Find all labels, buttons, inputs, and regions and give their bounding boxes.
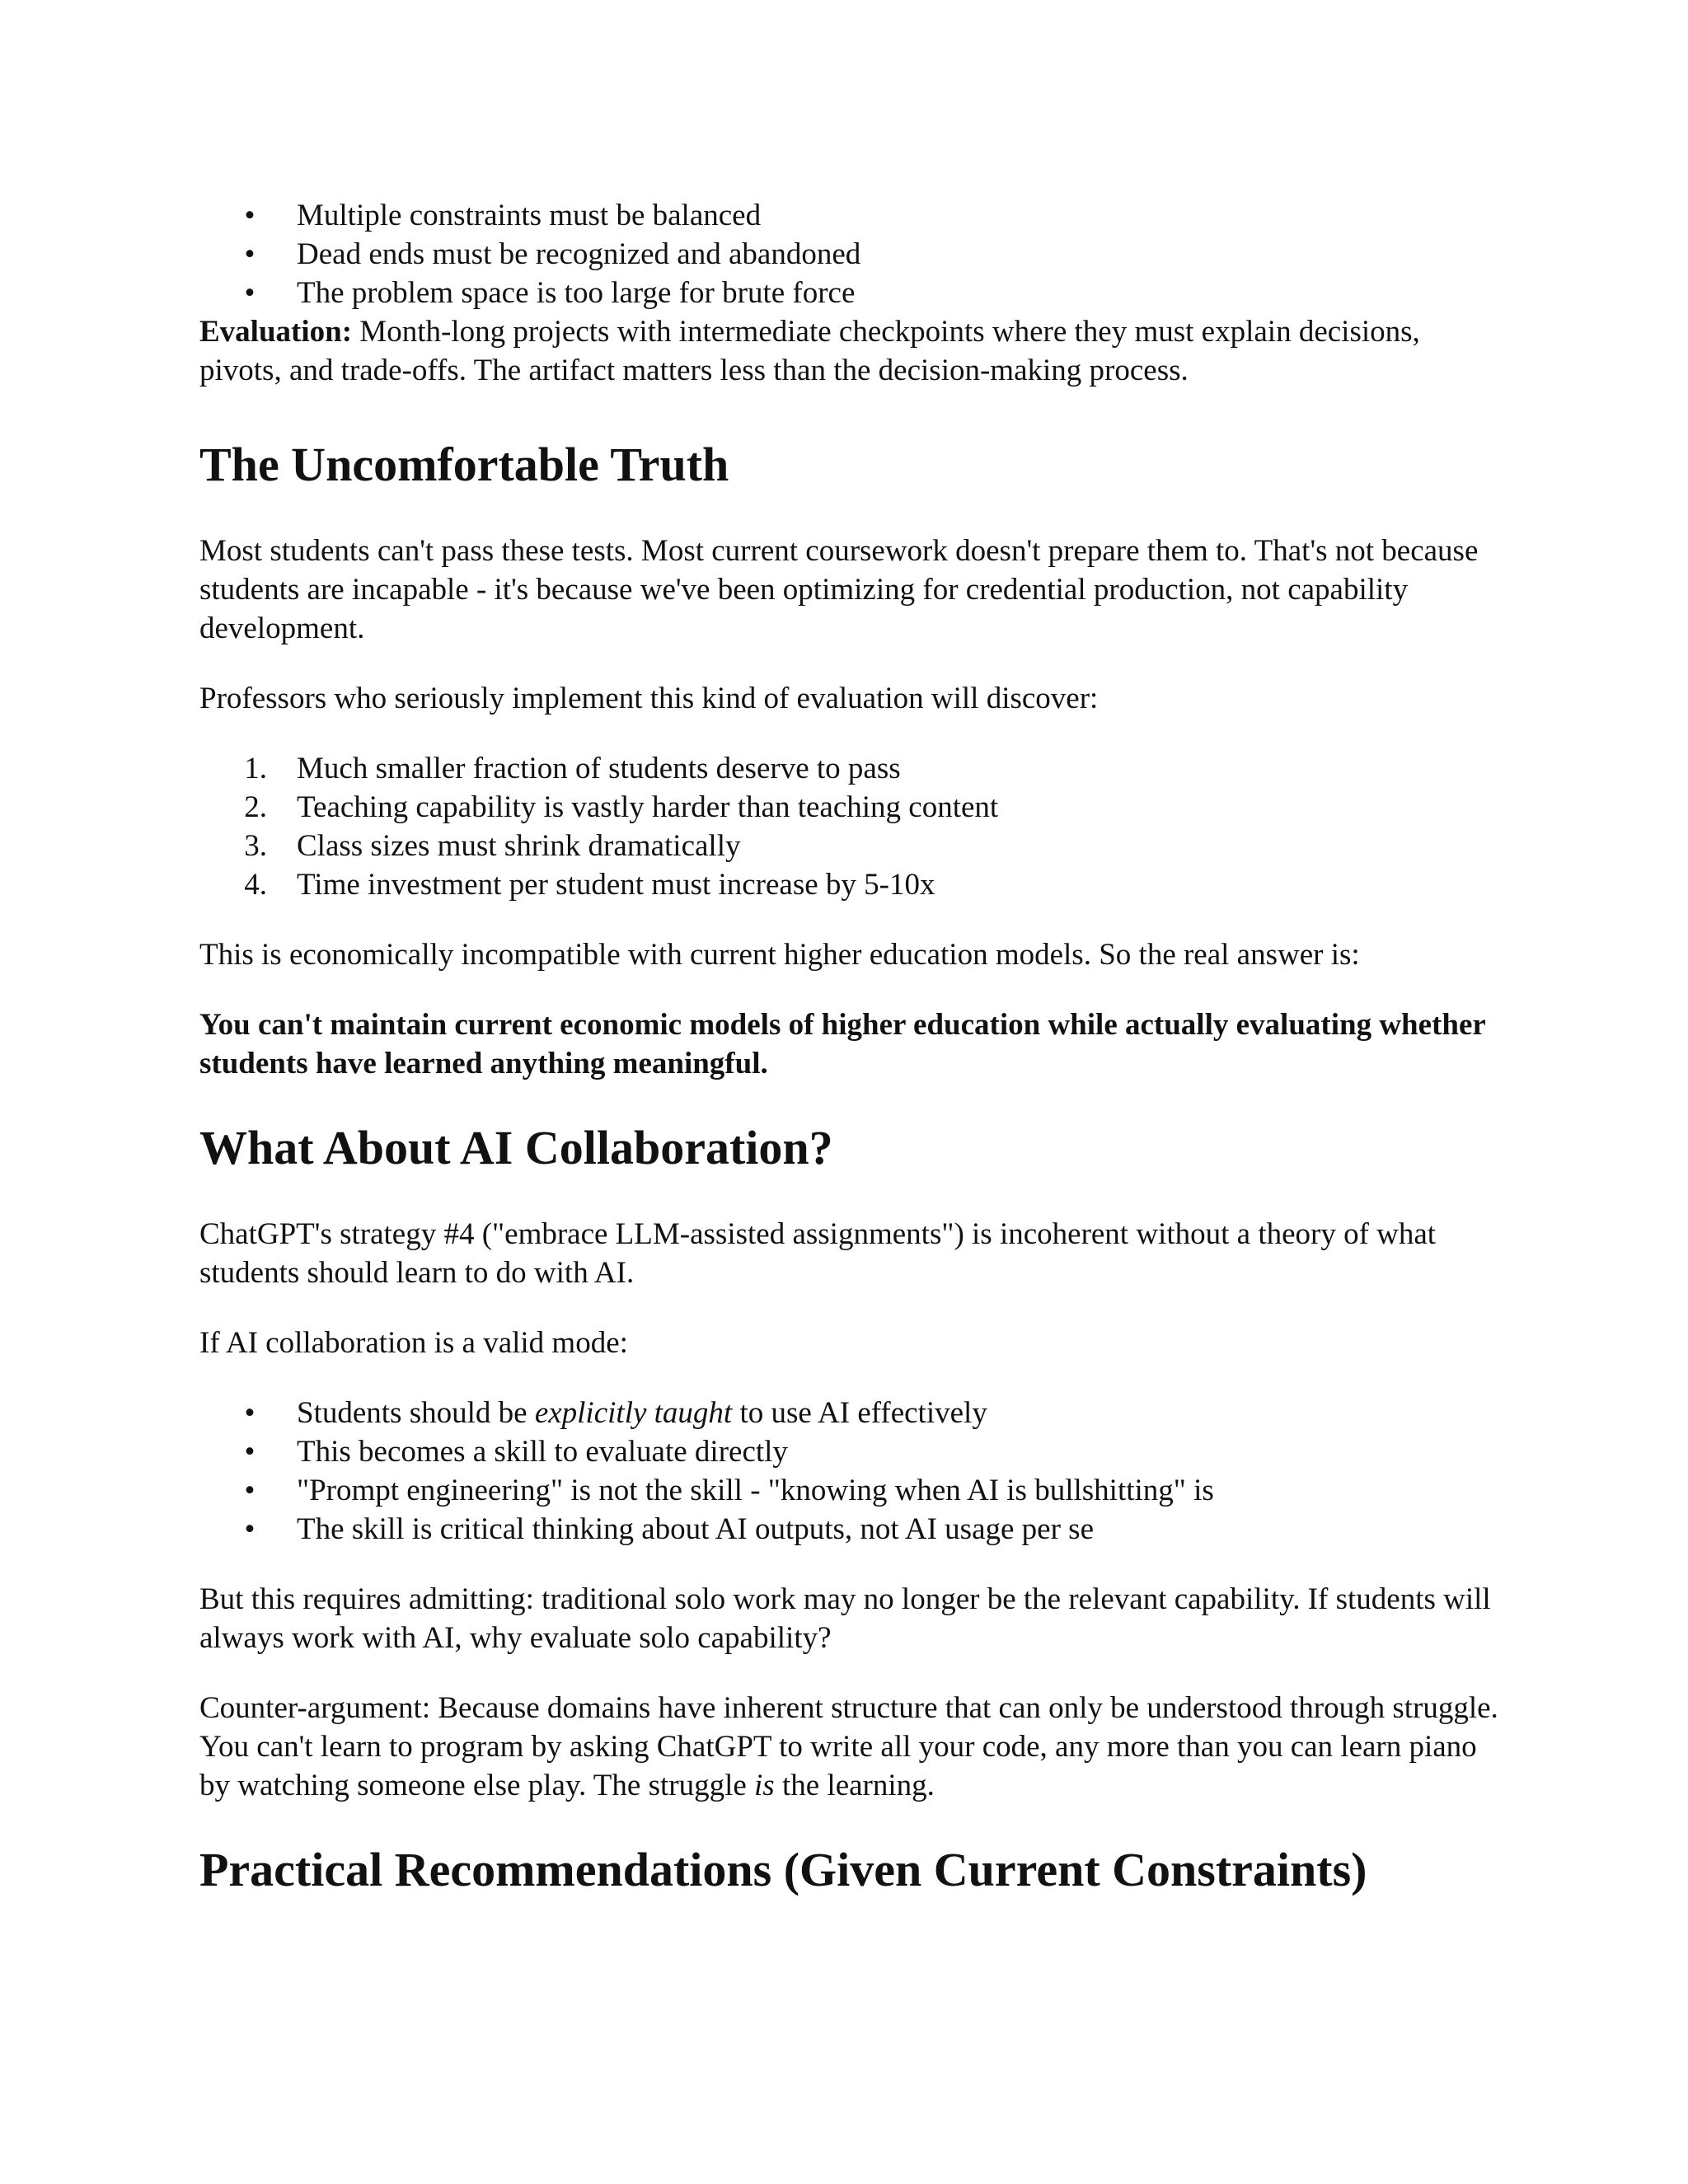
list-item: • The problem space is too large for brute force: [199, 274, 1502, 312]
discoveries-list: [199, 749, 1502, 904]
bullet-icon: •: [244, 1435, 256, 1469]
ai-collaboration-list: [199, 1394, 1502, 1549]
evaluation-paragraph: Evaluation: Month-long projects with intermediate checkpoints where they must explain decisions, pivots, and trade-offs. The artifact matters less than the decision-making process.: [199, 315, 1420, 387]
list-item: 4. Time investment per student must increase by 5-10x: [199, 865, 1502, 904]
paragraph: But this requires admitting: traditional solo work may no longer be the relevant capability. If students will always work with AI, why evaluate solo capability?: [199, 1582, 1491, 1655]
paragraph: ChatGPT's strategy #4 ("embrace LLM-assisted assignments") is incoherent without a theory of what students should learn to do with AI.: [199, 1217, 1437, 1290]
paragraph: If AI collaboration is a valid mode:: [199, 1326, 628, 1360]
bullet-icon: •: [244, 1396, 256, 1430]
evaluation-label: Evaluation:: [199, 315, 353, 349]
list-item: • Dead ends must be recognized and abandoned: [199, 235, 1502, 274]
list-item: • Students should be explicitly taught to use AI effectively: [199, 1394, 1502, 1432]
bullet-icon: •: [244, 199, 256, 232]
paragraph: Professors who seriously implement this kind of evaluation will discover:: [199, 682, 1099, 715]
bullet-icon: •: [244, 276, 256, 310]
list-number: 2.: [244, 790, 267, 824]
document-page: [199, 196, 1502, 1899]
bullet-icon: •: [244, 237, 256, 271]
bullet-icon: •: [244, 1512, 256, 1546]
list-number: 4.: [244, 868, 267, 902]
bullet-icon: •: [244, 1474, 256, 1507]
bold-conclusion: You can't maintain current economic models of higher education while actually evaluating whether students have learned anything meaningful.: [199, 1008, 1486, 1080]
list-number: 1.: [244, 752, 267, 785]
constraints-list: [199, 196, 1502, 312]
list-item: • Multiple constraints must be balanced: [199, 196, 1502, 235]
list-item: • The skill is critical thinking about AI outputs, not AI usage per se: [199, 1510, 1502, 1549]
list-item: 3. Class sizes must shrink dramatically: [199, 827, 1502, 865]
list-item: • "Prompt engineering" is not the skill - "knowing when AI is bullshitting" is: [199, 1471, 1502, 1510]
list-item: 2. Teaching capability is vastly harder than teaching content: [199, 788, 1502, 827]
section-heading-uncomfortable-truth: The Uncomfortable Truth: [199, 438, 729, 491]
section-heading-practical-recommendations: Practical Recommendations (Given Current Constraints): [199, 1843, 1367, 1896]
list-number: 3.: [244, 829, 267, 863]
list-item: • This becomes a skill to evaluate directly: [199, 1432, 1502, 1471]
list-item: 1. Much smaller fraction of students deserve to pass: [199, 749, 1502, 788]
paragraph: Most students can't pass these tests. Most current coursework doesn't prepare them to. That's not because students are incapable - it's because we've been optimizing for credential production, not capability development.: [199, 534, 1479, 645]
paragraph: This is economically incompatible with current higher education models. So the real answer is:: [199, 938, 1360, 972]
paragraph: Counter-argument: Because domains have inherent structure that can only be understood through struggle. You can't learn to program by asking ChatGPT to write all your code, any more than you can learn piano by watching someone else play. The struggle is the learning.: [199, 1691, 1498, 1802]
section-heading-ai-collaboration: What About AI Collaboration?: [199, 1121, 833, 1174]
